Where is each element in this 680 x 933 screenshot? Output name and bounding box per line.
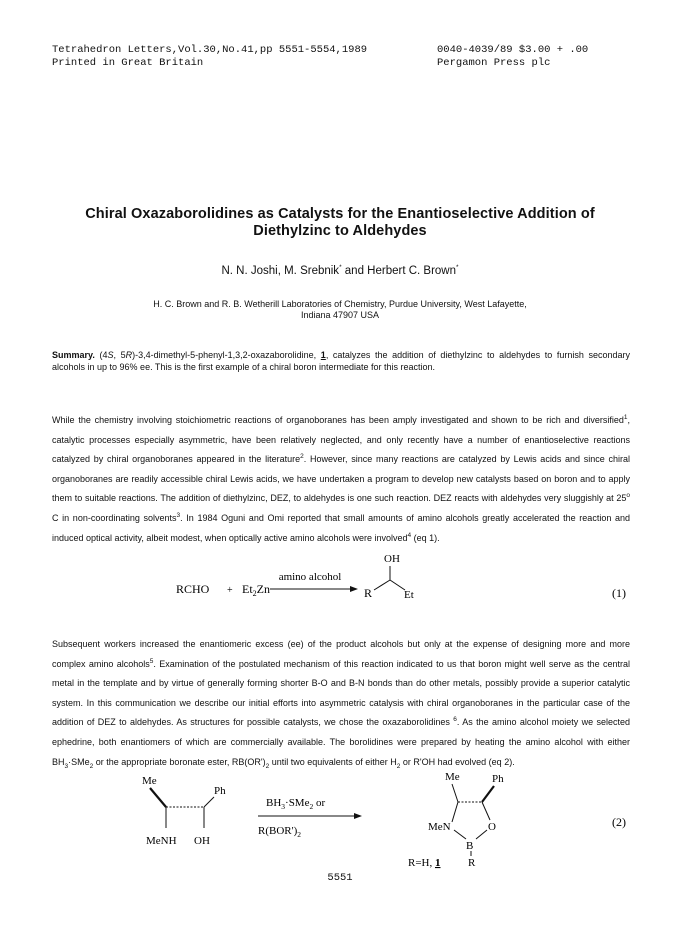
stereo-descriptor: R	[125, 350, 133, 360]
title-line-2: Diethylzinc to Aldehydes	[253, 223, 427, 239]
phenyl-group: Ph	[214, 785, 226, 797]
methyl-group: Me	[445, 771, 460, 783]
n-methyl-atom: MeN	[428, 821, 451, 833]
author-joshi: N. N. Joshi,	[221, 265, 285, 277]
arrow-label: amino alcohol	[278, 571, 342, 583]
corresponding-mark: *	[456, 264, 459, 272]
r-substituent: R	[468, 857, 476, 869]
stereo-descriptor: S	[107, 350, 114, 360]
arrow-head	[350, 586, 358, 592]
bond	[476, 830, 487, 839]
compound-label: R=H, 1	[408, 857, 441, 869]
body-text: . As the amino alcohol moiety we selected ephedrine, both enantiomers of which are commercially available. The borolidines were prepared by heating the amino alcohol with either BH	[52, 717, 630, 767]
subscript: 2	[265, 762, 270, 770]
body-text: Subsequent workers increased the enantiomeric excess (ee) of the product alcohols but only at the expense of designing more and more complex amino alcohols	[52, 639, 630, 669]
journal-citation: Tetrahedron Letters,Vol.30,No.41,pp 5551-5554,1989	[52, 44, 368, 56]
subscript: 3	[64, 762, 69, 770]
reference-mark: 5	[149, 657, 154, 665]
wedge-bond	[150, 788, 166, 807]
boron-atom: B	[466, 840, 474, 852]
body-text: (eq 1).	[411, 532, 440, 543]
compound-number: 1	[320, 350, 326, 360]
summary-text: (4	[94, 350, 108, 360]
equation-number: (2)	[612, 815, 626, 829]
bond	[482, 802, 490, 820]
bond	[374, 580, 390, 590]
ethyl-group: Et	[404, 589, 414, 601]
body-text: C in non-coordinating solvents	[52, 512, 177, 523]
bond	[204, 797, 214, 807]
reference-mark: 2	[300, 453, 304, 461]
arrow-head	[354, 813, 362, 819]
equation-2	[0, 770, 680, 870]
reference-mark: 1	[623, 414, 628, 421]
author-brown: Herbert C. Brown	[367, 265, 457, 277]
printed-location: Printed in Great Britain	[52, 57, 204, 69]
author-conjunction: and	[341, 265, 368, 277]
bond	[452, 802, 458, 822]
reagent-borane: $BH_3\cdot SMe_2$ or	[266, 797, 326, 811]
bond	[454, 830, 466, 839]
summary-text: , catalyzes the addition of diethylzinc to aldehydes to furnish secondary alcohols in up to 96% ee. This is the first example of a chiral boron intermediate for this reaction.	[52, 350, 630, 372]
author-srebnik: M. Srebnik	[284, 265, 340, 277]
subscript: 2	[89, 762, 94, 770]
hydroxyl-group: OH	[384, 553, 400, 565]
r-group: R	[364, 586, 373, 600]
reactant-rcho: RCHO	[176, 582, 210, 596]
summary-text: , 5	[113, 350, 126, 360]
corresponding-mark: *	[339, 264, 342, 272]
wedge-bond	[482, 786, 494, 802]
affiliation-line-1: H. C. Brown and R. B. Wetherill Laboratories of Chemistry, Purdue University, West Lafayette,	[153, 299, 527, 309]
journal-header	[52, 44, 367, 70]
methyl-group: Me	[142, 775, 157, 787]
reference-mark: 6	[453, 716, 457, 724]
publisher: Pergamon Press plc	[437, 57, 551, 69]
title-line-1: Chiral Oxazaborolidines as Catalysts for the Enantioselective Addition of	[85, 206, 595, 222]
body-text: . In 1984 Oguni and Omi reported that small amounts of amino alcohols greatly accelerated the reaction and induced optical activity, albeit modest, when optically active amino alcohols were involved	[52, 512, 630, 543]
body-text: ·SMe	[68, 756, 90, 767]
subscript: 2	[396, 762, 401, 770]
equation-number: (1)	[612, 586, 626, 600]
body-text: , catalytic processes especially asymmetric, have been relatively neglected, and only recently have a number of enantioselective reactions catalyzed by chiral organoboranes appeared in the literature	[52, 415, 630, 465]
summary	[52, 349, 630, 373]
bond	[390, 580, 405, 590]
hydroxyl-group: OH	[194, 835, 210, 847]
body-text: or R'OH had evolved (eq 2).	[400, 756, 515, 767]
price-header	[437, 44, 588, 70]
affiliation-line-2: Indiana 47907 USA	[300, 310, 380, 320]
reagent-boronate: $R(BOR')_2$	[258, 825, 302, 839]
body-text: . However, since many reactions are catalyzed by Lewis acids and since chiral organoboranes are readily accessible chiral Lewis acids, we have undertaken a program to develop new catalysts based on boron and to apply them to suitable reactions. The addition of diethylzinc, DEZ, to aldehydes is one such reaction. DEZ reacts with aldehydes very sluggishly at 25	[52, 454, 630, 504]
paper-title	[40, 206, 640, 240]
affiliation	[40, 299, 640, 321]
reference-mark: 4	[407, 531, 412, 539]
body-text: or the appropriate boronate ester, RB(OR')	[93, 756, 266, 767]
body-text: While the chemistry involving stoichiometric reactions of organoboranes has been amply investigated and shown to be rich and diversified	[52, 415, 624, 425]
plus-sign: +	[227, 585, 233, 596]
body-text: . Examination of the postulated mechanism of this reaction indicated to us that boron might well serve as the central metal in the template and by virtue of generally forming shorter B-O and B-N bonds than do other metals, possibly provide a superior catalytic system. In this communication we describe our initial efforts into asymmetric catalysis with chiral organoboranes in the particular case of the addition of DEZ to aldehydes. As structures for possible catalysts, we chose the oxazaborolidines	[52, 658, 631, 728]
body-text: until two equivalents of either H	[269, 756, 397, 767]
author-list	[40, 265, 640, 277]
equation-1	[0, 540, 680, 620]
page-number: 5551	[327, 872, 353, 884]
degree-mark: o	[626, 492, 630, 500]
summary-label: Summary.	[52, 350, 95, 360]
oxygen-atom: O	[488, 821, 496, 833]
reference-mark: 3	[176, 511, 181, 519]
body-paragraph-1	[52, 411, 630, 548]
methylamino-group: MeNH	[146, 835, 177, 847]
phenyl-group: Ph	[492, 773, 504, 785]
reactant-diethylzinc: $Et_2Zn$	[242, 582, 271, 598]
body-paragraph-2	[52, 635, 630, 772]
issn-price: 0040-4039/89 $3.00 + .00	[437, 44, 589, 56]
summary-text: )-3,4-dimethyl-5-phenyl-1,3,2-oxazaborolidine,	[132, 350, 321, 360]
bond	[452, 784, 458, 802]
